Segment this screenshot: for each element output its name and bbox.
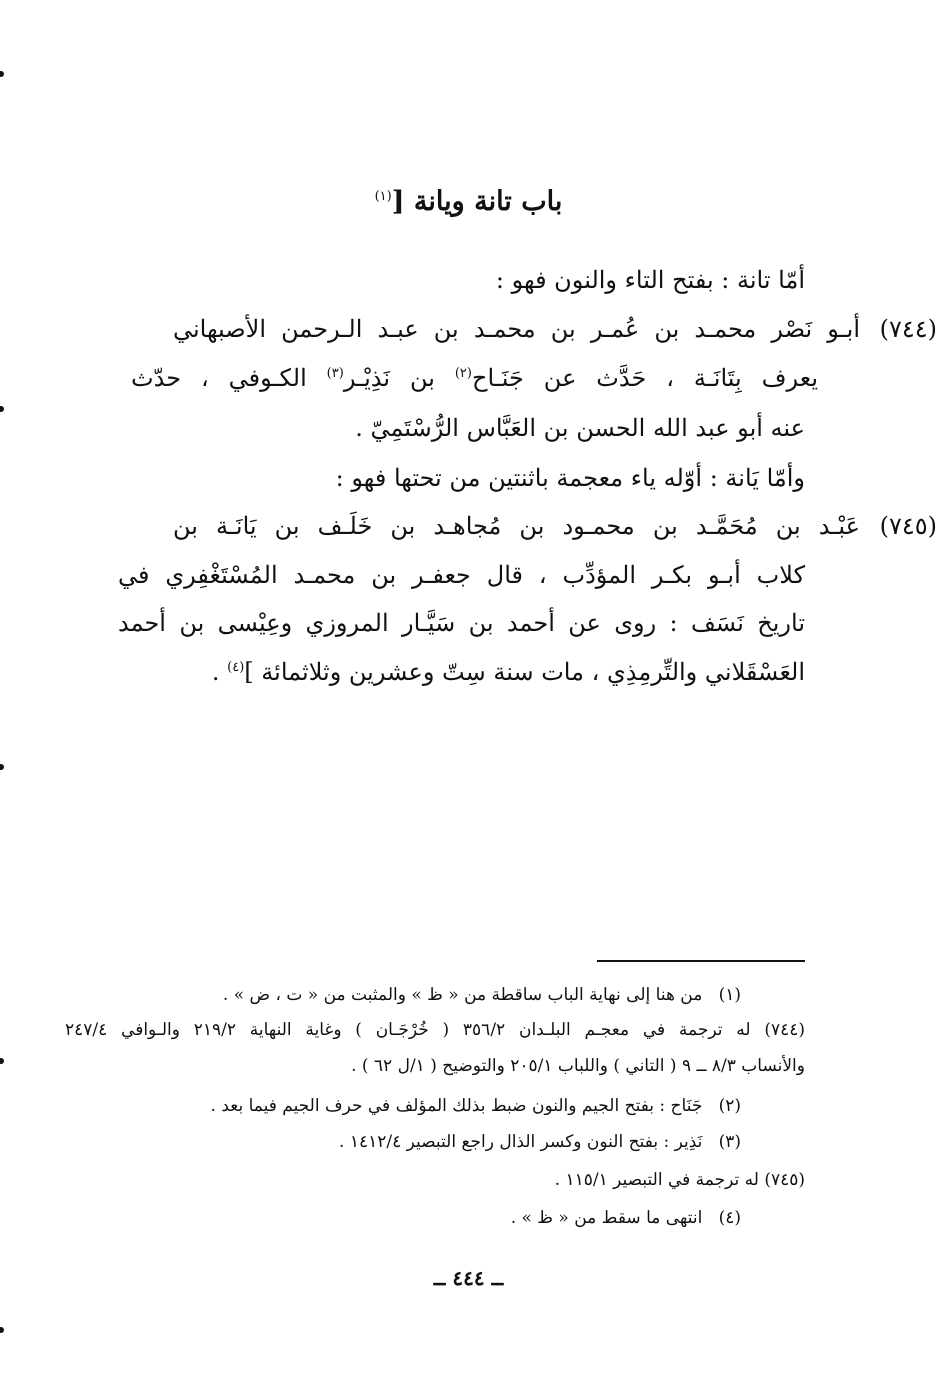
entry-text: . [211,658,228,686]
entry-text: أبـو نَصْر محمـد بن عُمـر بن محمـد بن عبـد الـرحمن الأصبهاني [173,315,860,343]
entry-text: الكـوفي ، حدّث [131,364,307,392]
entry-744-line-2 [131,364,818,393]
entry-text: عَبْـد بن مُحَمَّـد بن محمـود بن مُجاهـد بن خَلَـف بن يَانَـة بن [173,512,860,540]
footnote-number: (٧٤٤) [764,1020,806,1040]
footnote-separator [597,960,805,962]
scan-mark [0,764,4,770]
page-number: ــ ٤٤٤ ــ [433,1266,504,1290]
entry-number: (٧٤٥) [879,512,937,540]
footnote-ref: (٢) [454,366,472,381]
footnote-744-line-1 [65,1020,805,1040]
chapter-title-bracket: [ [391,186,405,217]
scan-mark [0,1058,4,1064]
footnote-number: (٢) [718,1096,741,1116]
entry-number: (٧٤٤) [879,315,937,343]
entry-744-line-3: عنه أبو عبد الله الحسن بن العَبَّاس الرُّسْتَمِيّ . [355,414,805,442]
entry-745-line-4 [118,658,805,687]
scan-mark [0,71,4,77]
footnote-text: من هنا إلى نهاية الباب ساقطة من « ظ » والمثبت من « ت ، ض » . [222,985,703,1005]
footnote-text: له ترجمة في معجـم البلـدان ٣٥٦/٢ ( خُرْجَـان ) وغاية النهاية ٢١٩/٢ والـوافي ٢٤٧/٤ [65,1020,751,1040]
scan-mark [0,406,4,412]
footnote-text: نَذِير : بفتح النون وكسر الذال راجع التبصير ١٤١٢/٤ . [339,1132,703,1152]
footnote-ref: (١) [374,189,392,204]
footnote-745 [555,1170,805,1190]
entry-745-line-3: تاريخ نَسَف : روى عن أحمد بن سَيَّـار المروزي وعِيْسى بن أحمد [118,609,805,637]
footnote-ref: (٣) [326,366,344,381]
entry-text: العَسْقَلاني والتِّرمِذِي ، مات سنة سِتّ وعشرين وثلاثمائة ] [244,658,805,686]
intro-yana: وأمّا يَانة : أوّله ياء معجمة باثنتين من تحتها فهو : [335,464,805,492]
entry-745-line-2: كلاب أبـو بكـر المؤدِّب ، قال جعفـر بن محمـد المُسْتَغْفِري في [118,561,805,589]
footnote-number: (١) [718,985,741,1005]
entry-text: يعرف بِتَانَـة ، حَدَّث عن جَنَـاح [471,364,818,392]
chapter-title-text: باب تانة ويانة [413,186,563,217]
footnote-text: له ترجمة في التبصير ١١٥/١ . [554,1170,759,1190]
footnote-number: (٧٤٥) [764,1170,805,1190]
footnote-744-line-2: والأنساب ٨/٣ ــ ٩ ( التاني ) واللباب ٢٠٥/١ والتوضيح ( ١/ل ٦٢ ) . [351,1056,805,1076]
footnote-number: (٤) [718,1208,741,1228]
footnote-text: انتهى ما سقط من « ظ » . [510,1208,703,1228]
footnote-text: جَنَاح : بفتح الجيم والنون ضبط بذلك المؤلف في حرف الجيم فيما بعد . [210,1096,703,1116]
chapter-title [0,186,937,217]
footnote-4 [511,1208,741,1228]
footnote-2 [211,1096,741,1116]
footnote-number: (٣) [718,1132,741,1152]
intro-tana: أمّا تانة : بفتح التاء والنون فهو : [495,266,805,294]
footnote-ref: (٤) [227,660,245,675]
entry-text: بن نَذِيْـر [343,364,435,392]
footnote-1 [223,985,741,1005]
footnote-3 [339,1132,741,1152]
scan-mark [0,1327,4,1333]
